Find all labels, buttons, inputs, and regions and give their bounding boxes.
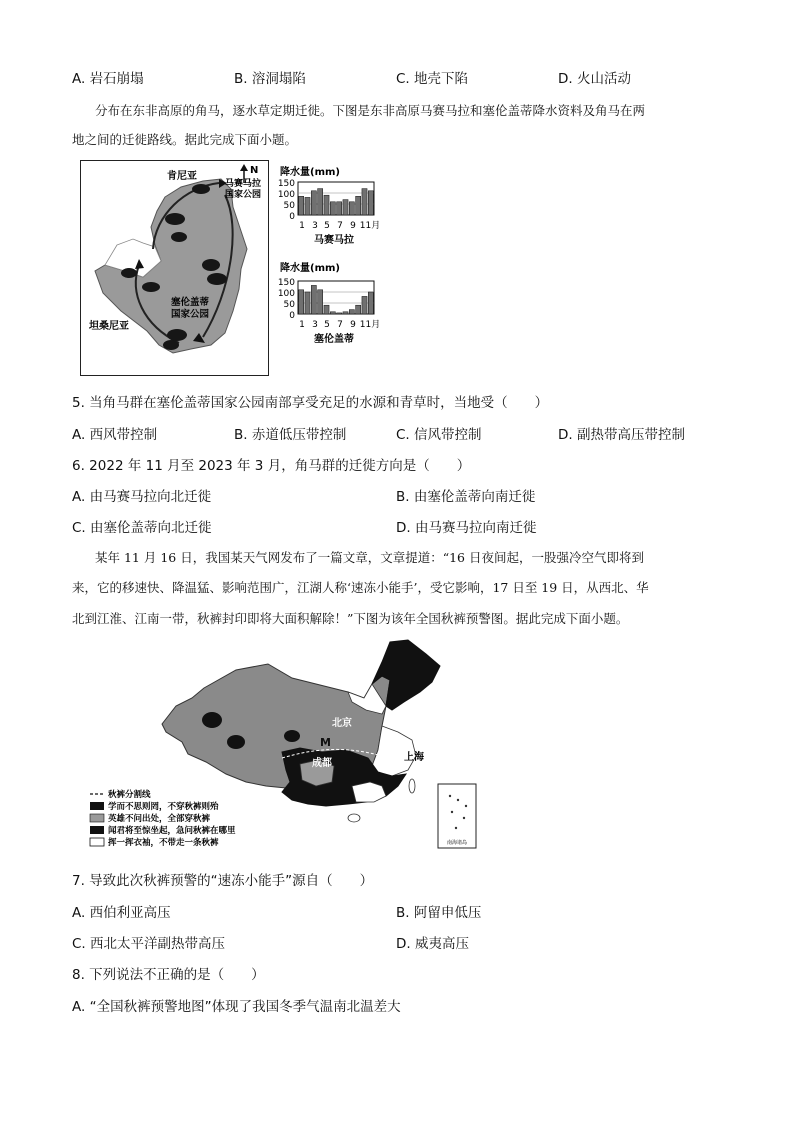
chart1-bars: [299, 189, 374, 215]
west-black-blob: [227, 735, 245, 749]
serengeti-chart: [276, 260, 384, 348]
taiwan-island: [409, 779, 415, 793]
rainfall-bar: [305, 197, 310, 215]
chart2-xticks: [299, 319, 380, 330]
masai-mara-label-2: 国家公园: [225, 190, 262, 200]
legend-swatch-grey: [90, 814, 104, 822]
rainfall-bar: [305, 292, 310, 314]
chengdu-label: 成都: [312, 758, 332, 769]
chart2-xtick: 1: [299, 320, 305, 330]
chart1-xtick: 11月: [359, 221, 381, 231]
west-black-blob: [202, 712, 222, 728]
rainfall-bar: [356, 305, 361, 314]
rainfall-bar: [349, 310, 354, 314]
rainfall-bar: [330, 312, 335, 314]
rainfall-bar: [343, 312, 348, 314]
chart2-ytick: 150: [277, 278, 295, 288]
q6-option-a: A. 由马赛马拉向北迁徙: [72, 489, 212, 505]
q7-option-a: A. 西伯利亚高压: [72, 905, 171, 921]
chart1-title: 马赛马拉: [314, 235, 354, 246]
chart1-xtick: 5: [324, 221, 330, 231]
chart1-ytick: 0: [289, 212, 295, 222]
rainfall-bar: [311, 191, 316, 215]
masai-mara-label-1: 马赛马拉: [225, 179, 262, 189]
inset-label: 南海诸岛: [446, 840, 468, 846]
q6-option-c: C. 由塞伦盖蒂向北迁徙: [72, 520, 212, 536]
q4-option-c: C. 地壳下陷: [396, 71, 469, 87]
masai-mara-chart: [276, 164, 384, 248]
chart1-ylabel: 降水量(mm): [280, 167, 340, 178]
chart1-ytick: 150: [277, 179, 295, 189]
rainfall-bar: [330, 202, 335, 215]
wildebeest-icon: [167, 329, 187, 341]
chart2-yticks: [278, 278, 295, 321]
chart1-xtick: 7: [337, 221, 343, 231]
hainan-island: [348, 814, 360, 822]
legend-item-4: 闻君将至惊坐起，急问秋裤在哪里: [108, 826, 236, 836]
q7-option-c: C. 西北太平洋副热带高压: [72, 936, 226, 952]
rainfall-bar: [311, 285, 316, 314]
wildebeest-icon: [163, 340, 179, 350]
rainfall-bar: [318, 189, 323, 215]
tanzania-label: 坦桑尼亚: [89, 321, 129, 332]
rainfall-bar: [362, 296, 367, 314]
q7-option-b: B. 阿留申低压: [396, 905, 482, 921]
rainfall-bar: [362, 189, 367, 215]
chart2-ytick: 50: [283, 300, 295, 310]
chart2-ylabel: 降水量(mm): [280, 263, 340, 274]
rainfall-bar: [337, 313, 342, 314]
rainfall-bar: [318, 290, 323, 314]
legend-item-3: 英雄不问出处，全部穿秋裤: [108, 814, 211, 824]
migration-map: [80, 160, 269, 376]
chart1-yticks: [278, 179, 295, 222]
q5-stem: 5. 当角马群在塞伦盖蒂国家公园南部享受充足的水源和青草时，当地受（ ）: [72, 395, 549, 411]
q5-option-c: C. 信风带控制: [396, 427, 482, 443]
q7-stem: 7. 导致此次秋裤预警的“速冻小能手”源自（ ）: [72, 873, 374, 889]
q4-option-a: A. 岩石崩塌: [72, 71, 144, 87]
chart2-xtick: 7: [337, 320, 343, 330]
q6-option-d: D. 由马赛马拉向南迁徙: [396, 520, 537, 536]
q5-option-d: D. 副热带高压带控制: [558, 427, 685, 443]
intro2-line-1: 某年 11 月 16 日，我国某天气网发布了一篇文章，文章提道：“16 日夜间起，一股强冷空气即将到: [95, 550, 644, 565]
intro1-line-2: 地之间的迁徙路线。据此完成下面小题。: [72, 132, 298, 147]
legend-item-1: 秋裤分割线: [108, 790, 151, 800]
chart1-xtick: 3: [312, 221, 318, 231]
rainfall-bar: [368, 292, 373, 314]
chart1-xticks: [299, 220, 380, 231]
q7-option-d: D. 威夷高压: [396, 936, 469, 952]
rainfall-bar: [349, 202, 354, 215]
q6-stem: 6. 2022 年 11 月至 2023 年 3 月，角马群的迁徙方向是（ ）: [72, 458, 471, 474]
rainfall-bar: [368, 191, 373, 215]
south-china-sea-inset: [438, 784, 476, 848]
chart2-xtick: 3: [312, 320, 318, 330]
legend-item-5: 挥一挥衣袖，不带走一条秋裤: [108, 838, 219, 848]
intro2-line-2: 来，它的移速快、降温猛、影响范围广，江湖人称‘速冻小能手’，受它影响，17 日至 19 日，从西北、华: [72, 580, 649, 595]
rainfall-bar: [324, 305, 329, 314]
intro2-line-3: 北到江淮、江南一带，秋裤封印即将大面积解除！”下图为该年全国秋裤预警图。据此完成下面小题。: [72, 611, 629, 626]
chart2-ytick: 100: [277, 289, 295, 299]
north-label: N: [250, 165, 259, 176]
chart2-xtick: 11月: [359, 320, 381, 330]
rainfall-bar: [299, 290, 304, 314]
q8-stem: 8. 下列说法不正确的是（ ）: [72, 967, 265, 983]
q5-option-a: A. 西风带控制: [72, 427, 158, 443]
wildebeest-icon: [207, 273, 227, 285]
chart2-ytick: 0: [289, 311, 295, 321]
map-legend: [90, 789, 236, 848]
wildebeest-icon: [121, 268, 137, 278]
chart1-xtick: 1: [299, 221, 305, 231]
legend-item-2: 学而不思则罔，不穿秋裤则殆: [108, 802, 219, 812]
rainfall-bar: [343, 200, 348, 215]
china-warning-map: [86, 636, 492, 856]
q6-option-b: B. 由塞伦盖蒂向南迁徙: [396, 489, 536, 505]
chart2-xtick: 9: [350, 320, 356, 330]
legend-swatch-black: [90, 802, 104, 810]
rainfall-bar: [337, 202, 342, 215]
chart1-ytick: 50: [283, 201, 295, 211]
intro1-line-1: 分布在东非高原的角马，逐水草定期迁徙。下图是东非高原马赛马拉和塞伦盖蒂降水资料及角马在两: [95, 103, 646, 118]
q4-option-d: D. 火山活动: [558, 71, 631, 87]
chart2-xtick: 5: [324, 320, 330, 330]
rainfall-bar: [299, 196, 304, 215]
chart1-ytick: 100: [277, 190, 295, 200]
rainfall-bar: [356, 196, 361, 215]
m-label: M: [320, 736, 331, 749]
chart2-bars: [299, 285, 374, 314]
wildebeest-icon: [165, 213, 185, 225]
shanghai-label: 上海: [404, 752, 424, 763]
beijing-label: 北京: [332, 718, 352, 729]
wildebeest-icon: [142, 282, 160, 292]
serengeti-label-2: 国家公园: [171, 309, 210, 320]
chart2-title: 塞伦盖蒂: [314, 334, 354, 345]
rainfall-bar: [324, 195, 329, 215]
wildebeest-icon: [171, 232, 187, 242]
serengeti-label-1: 塞伦盖蒂: [171, 297, 210, 308]
kenya-label: 肯尼亚: [167, 171, 197, 182]
west-black-blob: [284, 730, 300, 742]
chart1-xtick: 9: [350, 221, 356, 231]
q4-option-b: B. 溶洞塌陷: [234, 71, 306, 87]
q5-option-b: B. 赤道低压带控制: [234, 427, 347, 443]
legend-swatch-black-2: [90, 826, 104, 834]
wildebeest-icon: [192, 184, 210, 194]
q8-option-a: A. “全国秋裤预警地图”体现了我国冬季气温南北温差大: [72, 999, 401, 1015]
wildebeest-icon: [202, 259, 220, 271]
migration-map-svg: [81, 161, 268, 375]
legend-swatch-white: [90, 838, 104, 846]
